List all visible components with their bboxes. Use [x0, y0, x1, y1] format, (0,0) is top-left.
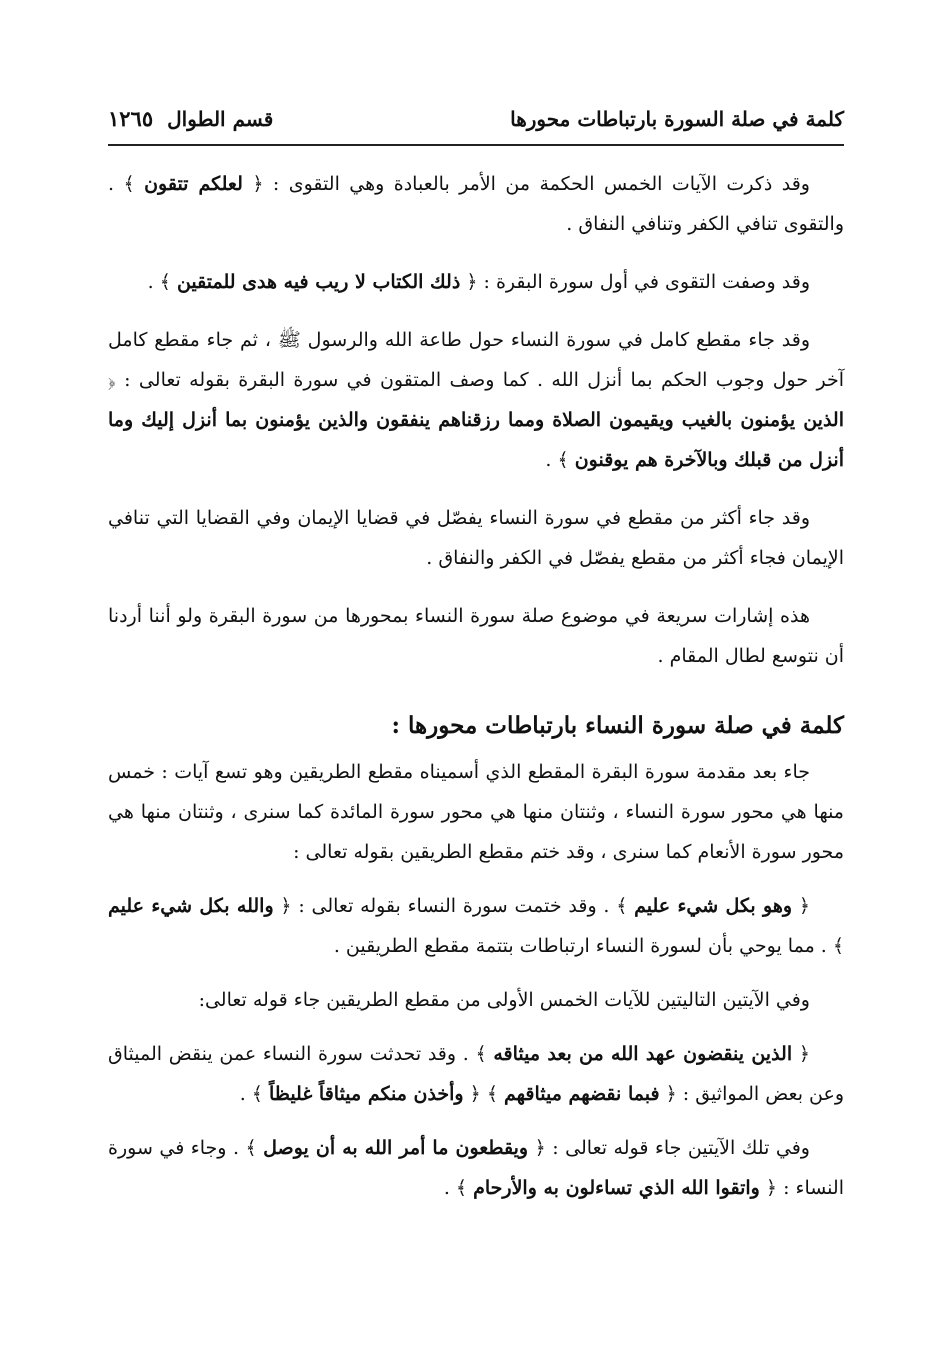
running-header	[108, 104, 844, 146]
section-paragraph-4	[108, 1034, 844, 1114]
paragraph-4	[108, 498, 844, 578]
paragraph-text: ﴾ . وقد تحدثت سورة النساء عمن ينقض الميثاق وعن بعض المواثيق : ﴿	[108, 1043, 844, 1105]
paragraph-text: وقد ذكرت الآيات الخمس الحكمة من الأمر بالعبادة وهي التقوى : ﴿	[242, 173, 810, 195]
section-heading: كلمة في صلة سورة النساء بارتباطات محورها :	[391, 712, 844, 739]
quran-verse: ويقطعون ما أمر الله به أن يوصل	[263, 1137, 529, 1159]
paragraph-text: وفي الآيتين التاليتين للآيات الخمس الأولى من مقطع الطريقين جاء قوله تعالى:	[198, 989, 810, 1011]
paragraph-text: ﴾ .	[147, 271, 177, 293]
header-chapter-title: كلمة في صلة السورة بارتباطات محورها	[510, 107, 844, 131]
paragraph-text: هذه إشارات سريعة في موضوع صلة سورة النساء بمحورها من سورة البقرة ولو أننا أردنا أن نتوسع لطال المقام .	[108, 605, 844, 667]
paragraph-text: ﴿	[792, 895, 810, 917]
quran-verse: الذين يؤمنون بالغيب ويقيمون الصلاة ومما رزقناهم ينفقون والذين يؤمنون بما أنزل إليك وما أنزل من قبلك وبالآخرة هم يوقنون	[108, 409, 844, 471]
quran-verse: ذلك الكتاب لا ريب فيه هدى للمتقين	[176, 271, 461, 293]
paragraph-text: وقد جاء مقطع كامل في سورة النساء حول طاعة الله والرسول ﷺ ، ثم جاء مقطع كامل آخر حول وجوب الحكم بما أنزل الله . كما وصف المتقون في سورة البقرة بقوله تعالى : ﴿	[108, 329, 844, 391]
section-paragraph-5	[108, 1128, 844, 1208]
paragraph-text: ﴾ . والتقوى تنافي الكفر وتنافي النفاق .	[108, 173, 844, 235]
quran-verse: لعلكم تتقون	[144, 173, 243, 195]
section-paragraph-2	[108, 886, 844, 966]
paragraph-text: ﴾ . مما يوحي بأن لسورة النساء ارتباطات بتتمة مقطع الطريقين .	[333, 935, 844, 957]
page-number: ١٢٦٥	[108, 106, 154, 131]
header-section-name: قسم الطوال	[167, 107, 274, 131]
paragraph-text: جاء بعد مقدمة سورة البقرة المقطع الذي أسميناه مقطع الطريقين وهو تسع آيات : خمس منها هي محور سورة النساء ، وثنتان منها هي محور سورة المائدة كما سنرى ، وثنتان منها هي محور سورة الأنعام كما سنرى ، وقد ختم مقطع الطريقين بقوله تعالى :	[108, 761, 844, 863]
quran-verse: وأخذن منكم ميثاقاً غليظاً	[268, 1083, 464, 1105]
paragraph-text: ﴾ . وقد ختمت سورة النساء بقوله تعالى : ﴿	[273, 895, 635, 917]
header-section-and-page	[108, 104, 273, 134]
quran-verse: وهو بكل شيء عليم	[634, 895, 793, 917]
paragraph-text: ﴾ .	[545, 449, 575, 471]
paragraph-text: وقد جاء أكثر من مقطع في سورة النساء يفصّل في قضايا الإيمان وفي القضايا التي تنافي الإيمان فجاء أكثر من مقطع يفصّل في الكفر والنفاق .	[108, 507, 844, 569]
paragraph-text: ﴿	[792, 1043, 810, 1065]
paragraph-2	[108, 262, 844, 302]
paragraph-5	[108, 596, 844, 676]
quran-verse: واتقوا الله الذي تساءلون به والأرحام	[473, 1177, 760, 1199]
paragraph-1	[108, 164, 844, 244]
paragraph-text: ﴾ ﴿	[463, 1083, 505, 1105]
section-paragraph-1	[108, 752, 844, 872]
paragraph-text: ﴾ .	[239, 1083, 269, 1105]
section-paragraph-3	[108, 980, 844, 1020]
page-body	[108, 164, 844, 1222]
paragraph-text: ﴾ .	[443, 1177, 474, 1199]
paragraph-text: وقد وصفت التقوى في أول سورة البقرة : ﴿	[460, 271, 810, 293]
quran-verse: والله بكل شيء عليم	[108, 895, 274, 917]
paragraph-3	[108, 320, 844, 480]
quran-verse: فبما نقضهم ميثاقهم	[504, 1083, 660, 1105]
quran-verse: الذين ينقضون عهد الله من بعد ميثاقه	[493, 1043, 793, 1065]
paragraph-text: وفي تلك الآيتين جاء قوله تعالى : ﴿	[528, 1137, 810, 1159]
paragraph-text: ﴾ . وجاء في سورة النساء : ﴿	[108, 1137, 844, 1199]
